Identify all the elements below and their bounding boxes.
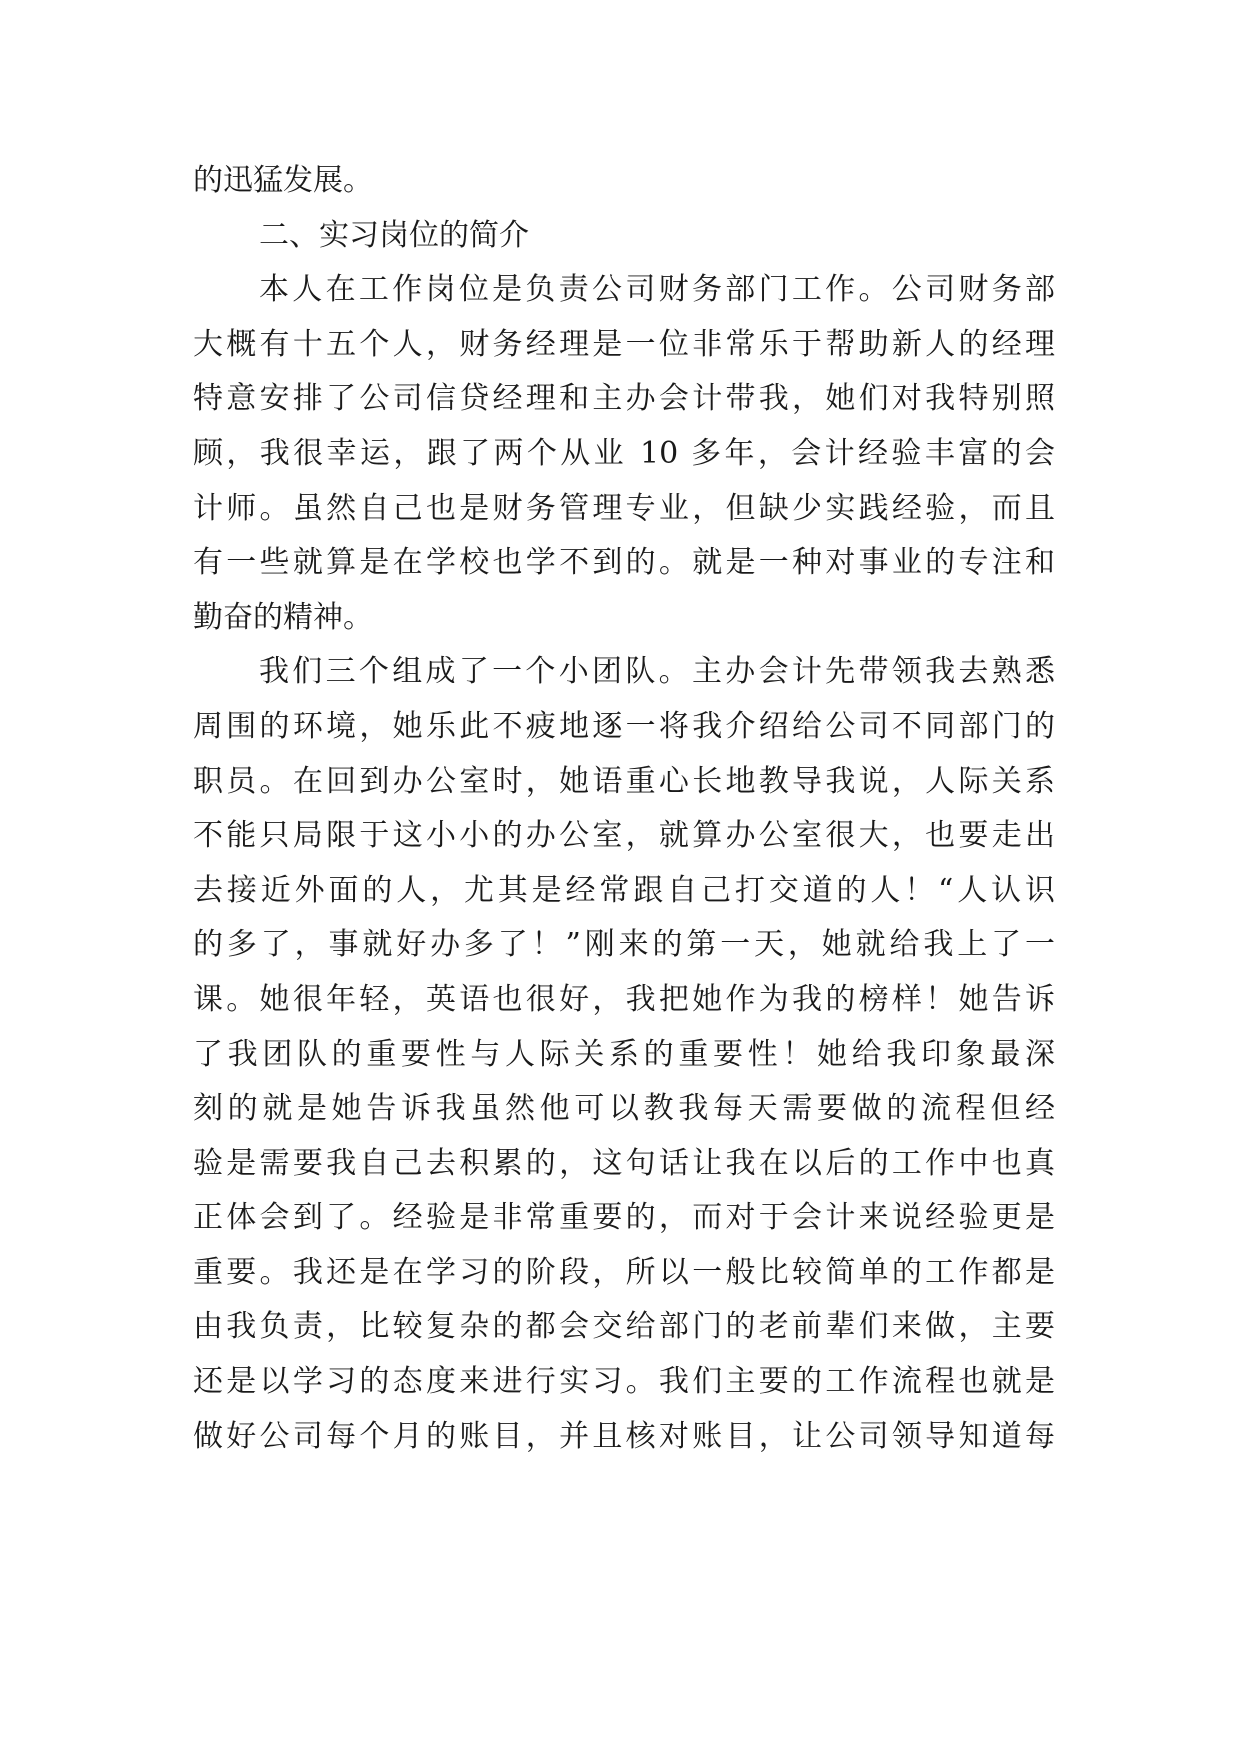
text-line: 正体会到了。经验是非常重要的，而对于会计来说经验更是 <box>193 1200 1055 1236</box>
text-line: 的迅猛发展。 <box>193 163 373 198</box>
text-line: 职员。在回到办公室时，她语重心长地教导我说，人际关系 <box>193 763 1055 799</box>
text-line: 有一些就算是在学校也学不到的。就是一种对事业的专注和 <box>193 545 1055 581</box>
text-line: 顾，我很幸运，跟了两个从业 10 多年，会计经验丰富的会 <box>193 435 1055 471</box>
text-line: 刻的就是她告诉我虽然他可以教我每天需要做的流程但经 <box>193 1091 1055 1127</box>
text-line: 周围的环境，她乐此不疲地逐一将我介绍给公司不同部门的 <box>193 708 1055 744</box>
text-line: 了我团队的重要性与人际关系的重要性！她给我印象最深 <box>193 1036 1055 1072</box>
text-line: 不能只局限于这小小的办公室，就算办公室很大，也要走出 <box>193 818 1055 854</box>
text-line: 本人在工作岗位是负责公司财务部门工作。公司财务部 <box>259 272 1055 308</box>
text-line: 计师。虽然自己也是财务管理专业，但缺少实践经验，而且 <box>193 490 1055 526</box>
text-line: 特意安排了公司信贷经理和主办会计带我，她们对我特别照 <box>193 381 1055 417</box>
section-heading: 二、实习岗位的简介 <box>259 217 529 253</box>
text-line: 我们三个组成了一个小团队。主办会计先带领我去熟悉 <box>259 654 1055 690</box>
text-line: 做好公司每个月的账目，并且核对账目，让公司领导知道每 <box>193 1418 1055 1454</box>
text-line: 验是需要我自己去积累的，这句话让我在以后的工作中也真 <box>193 1145 1055 1181</box>
text-line: 勤奋的精神。 <box>193 599 373 635</box>
text-line: 重要。我还是在学习的阶段，所以一般比较简单的工作都是 <box>193 1254 1055 1290</box>
text-line: 大概有十五个人，财务经理是一位非常乐于帮助新人的经理 <box>193 326 1055 362</box>
document-body <box>193 154 1055 1464</box>
text-line: 的多了，事就好办多了！”刚来的第一天，她就给我上了一 <box>193 927 1055 963</box>
text-line: 还是以学习的态度来进行实习。我们主要的工作流程也就是 <box>193 1364 1055 1400</box>
text-line: 课。她很年轻，英语也很好，我把她作为我的榜样！她告诉 <box>193 981 1055 1017</box>
text-line: 由我负责，比较复杂的都会交给部门的老前辈们来做，主要 <box>193 1309 1055 1345</box>
text-line: 去接近外面的人，尤其是经常跟自己打交道的人！“人认识 <box>193 872 1055 908</box>
